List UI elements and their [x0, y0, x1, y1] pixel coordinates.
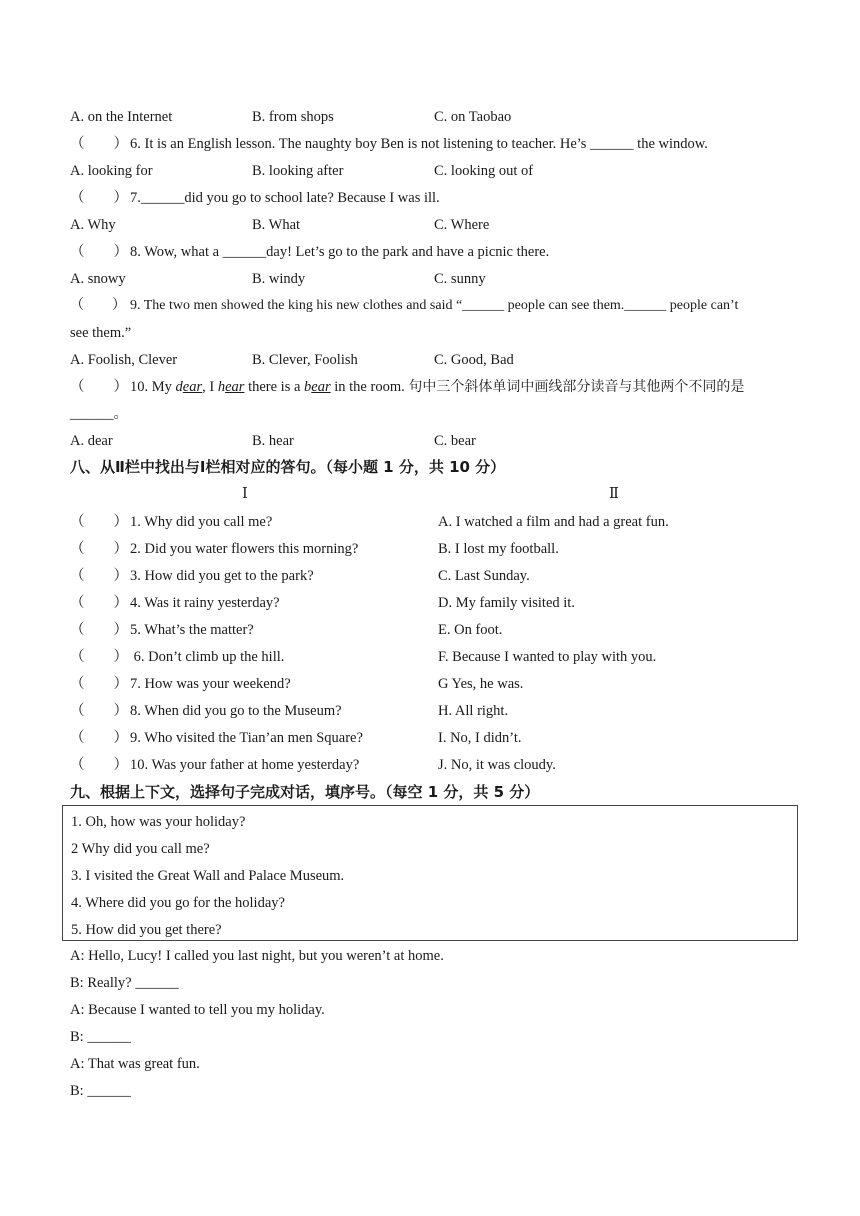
q9-option-a: A. Foolish, Clever — [70, 352, 178, 368]
matching-question — [70, 539, 358, 559]
matching-question-text: 9. Who visited the Tian’an men Square? — [130, 730, 363, 746]
dialog-line: A: Hello, Lucy! I called you last night, but you weren’t at home. — [70, 948, 444, 964]
answer-bracket[interactable]: （ ） — [70, 541, 128, 557]
matching-question — [70, 701, 342, 721]
q5-option-a: A. on the Internet — [70, 109, 173, 125]
italic-word-hear: hear — [217, 379, 245, 395]
column-2-header: Ⅱ — [609, 486, 619, 502]
question-7 — [70, 188, 440, 208]
answer-bracket[interactable]: （ ） — [70, 622, 128, 638]
box-option-2: 2 Why did you call me? — [71, 841, 210, 857]
answer-bracket[interactable]: （ ） — [70, 136, 128, 152]
box-option-1: 1. Oh, how was your holiday? — [71, 814, 246, 830]
question-9 — [70, 296, 738, 316]
options-box — [62, 805, 798, 941]
dialog-line[interactable]: B: Really? ______ — [70, 975, 179, 991]
q8-option-b: B. windy — [252, 271, 306, 287]
matching-answer: H. All right. — [438, 703, 509, 719]
answer-bracket[interactable]: （ ） — [70, 514, 128, 530]
q6-option-b: B. looking after — [252, 163, 344, 179]
q7-option-c: C. Where — [434, 217, 490, 233]
q9-option-c: C. Good, Bad — [434, 352, 514, 368]
answer-bracket[interactable]: （ ） — [70, 379, 128, 395]
matching-question-text: 3. How did you get to the park? — [130, 568, 314, 584]
question-10: （ ） 10. My dear, I hear there is a bear in the room. 句中三个斜体单词中画线部分读音与其他两个不同的是 — [70, 379, 745, 395]
answer-bracket[interactable]: （ ） — [70, 676, 128, 692]
q8-option-a: A. snowy — [70, 271, 126, 287]
matching-answer: D. My family visited it. — [438, 595, 575, 611]
question-7-text: 7.______did you go to school late? Because I was ill. — [130, 190, 440, 206]
answer-bracket[interactable]: （ ） — [70, 298, 126, 313]
matching-question — [70, 647, 284, 667]
column-1-header: Ⅰ — [242, 486, 248, 502]
matching-question — [70, 593, 280, 613]
answer-bracket[interactable]: （ ） — [70, 649, 128, 665]
matching-answer: G Yes, he was. — [438, 676, 524, 692]
answer-bracket[interactable]: （ ） — [70, 730, 128, 746]
matching-question-text: 5. What’s the matter? — [130, 622, 254, 638]
matching-answer: I. No, I didn’t. — [438, 730, 522, 746]
matching-question — [70, 566, 314, 586]
matching-answer: A. I watched a film and had a great fun. — [438, 514, 669, 530]
underlined-part: ear — [182, 379, 203, 395]
q10-option-a: A. dear — [70, 433, 113, 449]
matching-question — [70, 728, 363, 748]
matching-question-text: 1. Why did you call me? — [130, 514, 273, 530]
answer-bracket[interactable]: （ ） — [70, 568, 128, 584]
question-8-text: 8. Wow, what a ______day! Let’s go to the park and have a picnic there. — [130, 244, 550, 260]
box-option-4: 4. Where did you go for the holiday? — [71, 895, 285, 911]
italic-word-dear: dear — [175, 379, 203, 395]
matching-answer: F. Because I wanted to play with you. — [438, 649, 657, 665]
q5-option-b: B. from shops — [252, 109, 334, 125]
q7-option-a: A. Why — [70, 217, 116, 233]
matching-answer: B. I lost my football. — [438, 541, 559, 557]
q10-option-b: B. hear — [252, 433, 294, 449]
matching-question — [70, 755, 359, 775]
question-6-text: 6. It is an English lesson. The naughty boy Ben is not listening to teacher. He’s ______ the window. — [130, 136, 708, 152]
dialog-line: A: That was great fun. — [70, 1056, 200, 1072]
q9-option-b: B. Clever, Foolish — [252, 352, 358, 368]
section-8-title: 八、从Ⅱ栏中找出与Ⅰ栏相对应的答句。（每小题 1 分，共 10 分） — [70, 458, 506, 476]
underlined-part: ear — [225, 379, 245, 395]
answer-bracket[interactable]: （ ） — [70, 244, 128, 260]
matching-question-text: 10. Was your father at home yesterday? — [130, 757, 360, 773]
q5-option-c: C. on Taobao — [434, 109, 512, 125]
question-8 — [70, 242, 549, 262]
question-10-text: 10. My — [130, 379, 176, 395]
answer-bracket[interactable]: （ ） — [70, 757, 128, 773]
box-option-3: 3. I visited the Great Wall and Palace Museum. — [71, 868, 345, 884]
question-6 — [70, 134, 708, 154]
q6-option-a: A. looking for — [70, 163, 153, 179]
matching-question-text: 4. Was it rainy yesterday? — [130, 595, 280, 611]
question-9-text-cont: see them.” — [70, 325, 132, 341]
italic-word-bear: bear — [304, 379, 331, 395]
question-9-text: 9. The two men showed the king his new clothes and said “______ people can see them.______ people can’t — [130, 298, 739, 313]
dialog-line[interactable]: B: ______ — [70, 1029, 131, 1045]
matching-question-text: 8. When did you go to the Museum? — [130, 703, 342, 719]
dialog-line: A: Because I wanted to tell you my holiday. — [70, 1002, 325, 1018]
matching-question — [70, 512, 272, 532]
q6-option-c: C. looking out of — [434, 163, 534, 179]
matching-question-text: 7. How was your weekend? — [130, 676, 291, 692]
dialog-line[interactable]: B: ______ — [70, 1083, 131, 1099]
matching-answer: E. On foot. — [438, 622, 503, 638]
question-10-instruction: 句中三个斜体单词中画线部分读音与其他两个不同的是 — [408, 379, 745, 395]
q8-option-c: C. sunny — [434, 271, 486, 287]
matching-question-text: 2. Did you water flowers this morning? — [130, 541, 359, 557]
underlined-part: ear — [311, 379, 331, 395]
matching-answer: J. No, it was cloudy. — [438, 757, 556, 773]
matching-question — [70, 620, 254, 640]
box-option-5: 5. How did you get there? — [71, 922, 222, 938]
question-10-blank[interactable]: ______。 — [70, 406, 128, 422]
answer-bracket[interactable]: （ ） — [70, 190, 128, 206]
q7-option-b: B. What — [252, 217, 301, 233]
matching-answer: C. Last Sunday. — [438, 568, 530, 584]
q10-option-c: C. bear — [434, 433, 476, 449]
matching-question — [70, 674, 291, 694]
section-9-title: 九、根据上下文，选择句子完成对话，填序号。（每空 1 分，共 5 分） — [70, 783, 540, 801]
answer-bracket[interactable]: （ ） — [70, 595, 128, 611]
answer-bracket[interactable]: （ ） — [70, 703, 128, 719]
matching-question-text: 6. Don’t climb up the hill. — [130, 649, 285, 665]
